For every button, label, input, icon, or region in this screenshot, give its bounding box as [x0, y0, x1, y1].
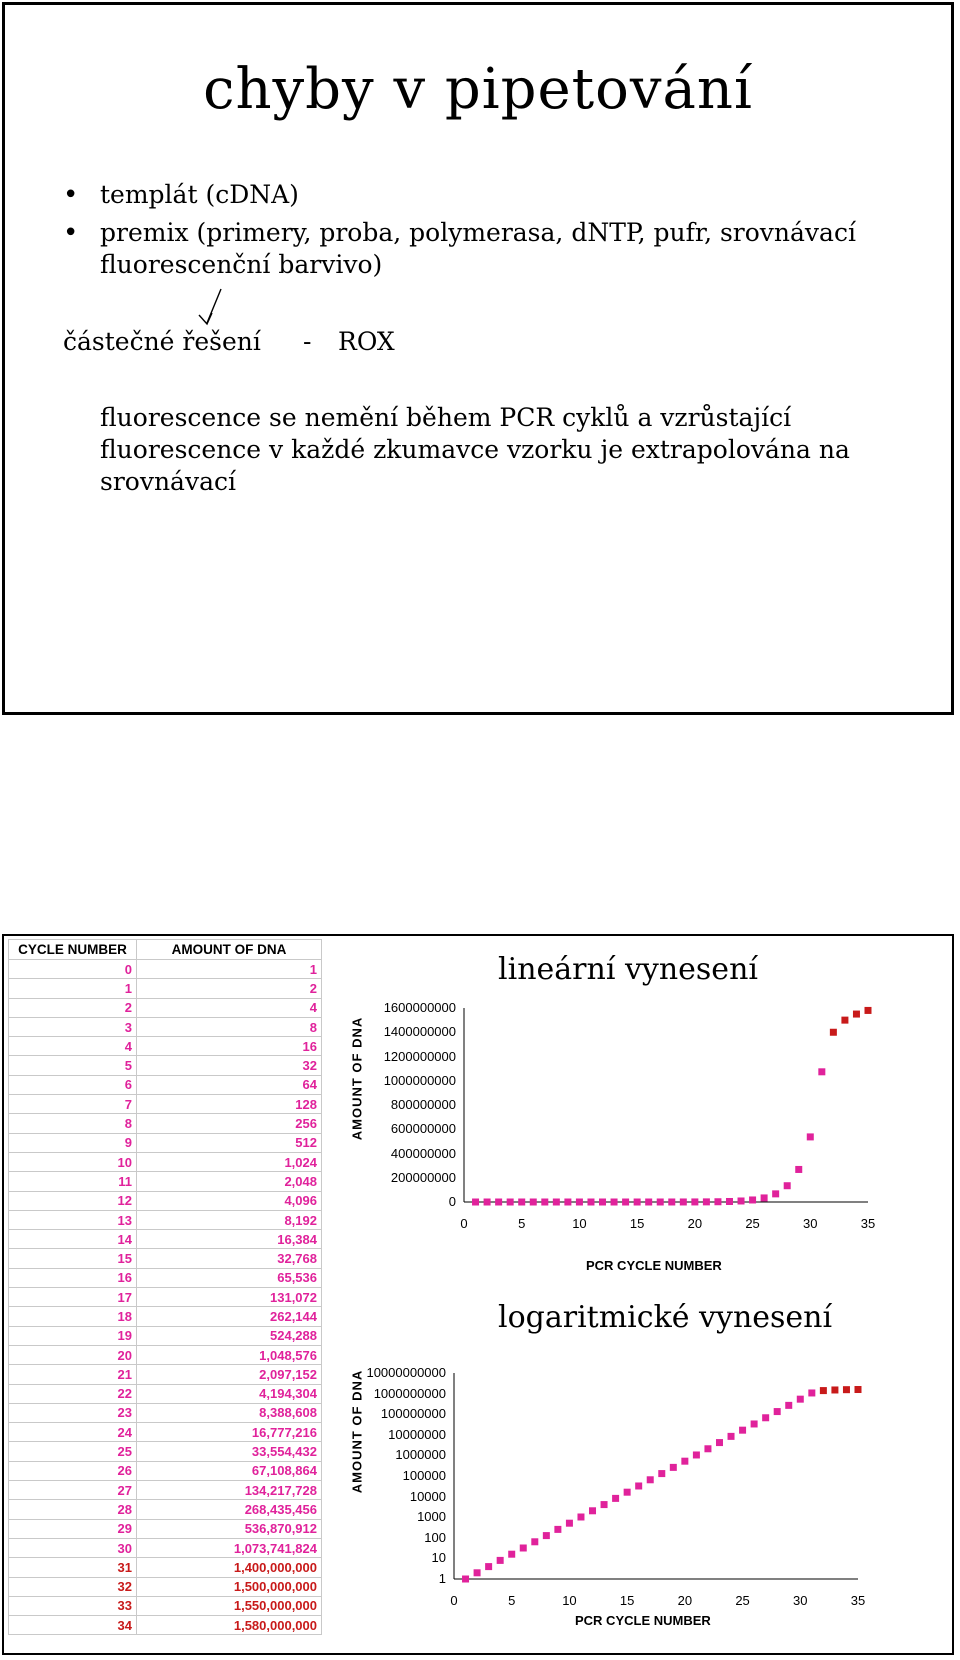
dna-amount-cell: 131,072	[137, 1288, 322, 1307]
data-point	[855, 1386, 862, 1393]
cycle-number-cell: 26	[9, 1461, 137, 1480]
y-tick-label-log: 10000	[409, 1488, 446, 1504]
cycle-number-cell: 22	[9, 1384, 137, 1403]
data-point	[726, 1198, 733, 1205]
data-point	[622, 1198, 629, 1205]
cycle-number-cell: 29	[9, 1519, 137, 1538]
chart-title-log: logaritmické vynesení	[498, 1300, 833, 1335]
data-point	[508, 1551, 515, 1558]
data-point	[658, 1470, 665, 1477]
data-point	[728, 1433, 735, 1440]
rox-explanation: fluorescence se nemění během PCR cyklů a vzrůstající fluorescence v každé zkumavce vzorku je extrapolována na srovnávací	[100, 403, 850, 496]
data-point	[647, 1476, 654, 1483]
y-tick-label-log: 10000000000	[366, 1365, 446, 1380]
data-point	[566, 1520, 573, 1527]
dna-amount-cell: 1,500,000,000	[137, 1577, 322, 1596]
cycle-number-cell: 34	[9, 1616, 137, 1635]
data-point	[762, 1414, 769, 1421]
data-point	[749, 1196, 756, 1203]
data-point	[865, 1007, 872, 1014]
dna-amount-cell: 64	[137, 1075, 322, 1094]
cycle-number-cell: 25	[9, 1442, 137, 1461]
table-row	[9, 1152, 322, 1171]
y-tick-label-log: 1000	[417, 1509, 446, 1525]
cycle-number-cell: 10	[9, 1152, 137, 1171]
data-point	[820, 1387, 827, 1394]
dna-amount-cell: 8,388,608	[137, 1403, 322, 1422]
data-point	[818, 1068, 825, 1075]
partial-solution-label: částečné řešení	[63, 327, 261, 356]
data-point	[530, 1199, 537, 1206]
slide-1	[2, 2, 954, 715]
data-point	[599, 1198, 606, 1205]
cycle-number-cell: 17	[9, 1288, 137, 1307]
cycle-number-cell: 5	[9, 1056, 137, 1075]
data-point	[830, 1029, 837, 1036]
cycle-number-cell: 21	[9, 1365, 137, 1384]
y-tick-label-log: 10	[431, 1550, 446, 1566]
cycle-number-cell: 9	[9, 1133, 137, 1152]
cycle-number-cell: 30	[9, 1538, 137, 1557]
header-amount-of-dna: AMOUNT OF DNA	[137, 940, 322, 960]
dna-amount-cell: 1,400,000,000	[137, 1558, 322, 1577]
data-point	[497, 1557, 504, 1564]
y-tick-label-log: 10000000	[388, 1426, 446, 1442]
y-axis-label-log: AMOUNT OF DNA	[349, 1369, 365, 1494]
cycle-number-cell: 20	[9, 1345, 137, 1364]
dna-amount-cell: 262,144	[137, 1307, 322, 1326]
y-tick-label-linear: 600000000	[390, 1121, 456, 1137]
dna-amount-cell: 134,217,728	[137, 1481, 322, 1500]
dna-amount-cell: 2,097,152	[137, 1365, 322, 1384]
data-point	[703, 1198, 710, 1205]
data-point	[739, 1427, 746, 1434]
data-point	[738, 1197, 745, 1204]
table-row	[9, 1596, 322, 1615]
dna-amount-cell: 524,288	[137, 1326, 322, 1345]
dna-amount-cell: 2,048	[137, 1172, 322, 1191]
dna-amount-cell: 1,073,741,824	[137, 1538, 322, 1557]
data-point	[484, 1199, 491, 1206]
cycle-number-cell: 18	[9, 1307, 137, 1326]
data-point	[797, 1396, 804, 1403]
x-tick-label-log: 25	[735, 1593, 750, 1608]
y-tick-label-linear: 1400000000	[383, 1024, 456, 1040]
table-header-row	[9, 940, 322, 960]
x-tick-label-linear: 10	[572, 1216, 587, 1231]
y-tick-label-linear: 800000000	[390, 1097, 456, 1112]
data-point	[808, 1389, 815, 1396]
dna-amount-cell: 4,096	[137, 1191, 322, 1210]
data-point	[831, 1386, 838, 1393]
table-row	[9, 1461, 322, 1480]
cycle-number-cell: 28	[9, 1500, 137, 1519]
data-point	[564, 1199, 571, 1206]
dna-amount-cell: 16	[137, 1037, 322, 1056]
partial-solution-line	[63, 327, 395, 356]
data-point	[507, 1199, 514, 1206]
table-row	[9, 1345, 322, 1364]
data-point	[807, 1133, 814, 1140]
data-point	[795, 1166, 802, 1173]
cycle-number-cell: 27	[9, 1481, 137, 1500]
data-point	[541, 1199, 548, 1206]
dna-amount-cell: 2	[137, 979, 322, 998]
y-tick-label-linear: 400000000	[390, 1145, 456, 1161]
cycle-number-cell: 2	[9, 998, 137, 1017]
dna-amount-cell: 16,384	[137, 1230, 322, 1249]
data-point	[635, 1482, 642, 1489]
table-row	[9, 1326, 322, 1345]
bullet-icon: •	[63, 180, 79, 210]
data-point	[680, 1198, 687, 1205]
y-tick-label-log: 1000000	[395, 1447, 446, 1463]
cycle-number-cell: 31	[9, 1558, 137, 1577]
data-point	[784, 1182, 791, 1189]
table-row	[9, 1230, 322, 1249]
table-row	[9, 1538, 322, 1557]
data-point	[612, 1495, 619, 1502]
cycle-number-cell: 3	[9, 1017, 137, 1036]
data-point	[772, 1190, 779, 1197]
dna-amount-cell: 32	[137, 1056, 322, 1075]
data-point	[785, 1402, 792, 1409]
table-row	[9, 1133, 322, 1152]
table-row	[9, 1577, 322, 1596]
cycle-number-cell: 32	[9, 1577, 137, 1596]
table-row	[9, 1442, 322, 1461]
table-row	[9, 1075, 322, 1094]
cycle-number-cell: 1	[9, 979, 137, 998]
cycle-number-cell: 8	[9, 1114, 137, 1133]
data-point	[853, 1011, 860, 1018]
y-tick-label-log: 1000000000	[373, 1385, 446, 1401]
dna-amount-cell: 32,768	[137, 1249, 322, 1268]
table-row	[9, 1017, 322, 1036]
data-point	[485, 1563, 492, 1570]
header-cycle-number: CYCLE NUMBER	[9, 940, 137, 960]
data-point	[645, 1198, 652, 1205]
data-point	[624, 1489, 631, 1496]
rox-label: ROX	[338, 327, 395, 356]
cycle-number-cell: 0	[9, 960, 137, 979]
table-row	[9, 1095, 322, 1114]
dna-amount-cell: 67,108,864	[137, 1461, 322, 1480]
x-tick-label-linear: 25	[745, 1216, 760, 1231]
table-row	[9, 1423, 322, 1442]
cycle-number-cell: 16	[9, 1268, 137, 1287]
table-row	[9, 1172, 322, 1191]
data-point	[520, 1544, 527, 1551]
x-tick-label-linear: 30	[803, 1216, 818, 1231]
x-tick-label-log: 20	[677, 1593, 693, 1608]
table-row	[9, 1307, 322, 1326]
x-tick-label-linear: 5	[518, 1216, 526, 1231]
table-row	[9, 1481, 322, 1500]
y-tick-label-linear: 200000000	[390, 1169, 456, 1185]
data-point	[634, 1198, 641, 1205]
y-tick-label-linear: 1200000000	[383, 1048, 456, 1064]
table-row	[9, 960, 322, 979]
data-point	[774, 1408, 781, 1415]
data-point	[531, 1538, 538, 1545]
bullet-text: premix (primery, proba, polymerasa, dNTP, pufr, srovnávací fluorescenční barvivo)	[100, 218, 856, 279]
cycle-number-cell: 33	[9, 1596, 137, 1615]
dna-amount-cell: 256	[137, 1114, 322, 1133]
table-row	[9, 1056, 322, 1075]
x-tick-label-linear: 20	[687, 1216, 703, 1231]
dna-amount-cell: 512	[137, 1133, 322, 1152]
dna-amount-cell: 1,550,000,000	[137, 1596, 322, 1615]
table-row	[9, 998, 322, 1017]
dna-amount-cell: 8,192	[137, 1210, 322, 1229]
x-tick-label-log: 35	[850, 1593, 866, 1608]
x-axis-label-log: PCR CYCLE NUMBER	[575, 1613, 711, 1628]
cycle-number-cell: 11	[9, 1172, 137, 1191]
table-row	[9, 1288, 322, 1307]
dna-amount-cell: 65,536	[137, 1268, 322, 1287]
data-point	[691, 1198, 698, 1205]
cycle-number-cell: 24	[9, 1423, 137, 1442]
data-point	[577, 1513, 584, 1520]
dna-amount-cell: 8	[137, 1017, 322, 1036]
dna-amount-cell: 1	[137, 960, 322, 979]
dna-amount-cell: 1,580,000,000	[137, 1616, 322, 1635]
data-point	[670, 1464, 677, 1471]
table-row	[9, 1037, 322, 1056]
dna-amount-cell: 536,870,912	[137, 1519, 322, 1538]
cycle-number-cell: 13	[9, 1210, 137, 1229]
cycle-number-cell: 6	[9, 1075, 137, 1094]
data-point	[543, 1532, 550, 1539]
data-point	[761, 1194, 768, 1201]
x-tick-label-linear: 35	[860, 1216, 876, 1231]
cycle-number-cell: 15	[9, 1249, 137, 1268]
y-axis-label-linear: AMOUNT OF DNA	[349, 1016, 365, 1141]
dna-amount-cell: 33,554,432	[137, 1442, 322, 1461]
data-point	[843, 1386, 850, 1393]
x-tick-label-linear: 0	[460, 1216, 468, 1231]
dna-amount-cell: 4,194,304	[137, 1384, 322, 1403]
y-tick-label-log: 100000	[402, 1468, 446, 1483]
data-point	[589, 1507, 596, 1514]
x-tick-label-linear: 15	[629, 1216, 645, 1231]
slide-title: chyby v pipetování	[203, 57, 753, 122]
table-row	[9, 1558, 322, 1577]
data-point	[518, 1199, 525, 1206]
bullet-icon: •	[63, 218, 79, 248]
y-tick-label-log: 100000000	[380, 1406, 446, 1422]
table-row	[9, 1210, 322, 1229]
dna-amount-cell: 4	[137, 998, 322, 1017]
x-tick-label-log: 30	[793, 1593, 808, 1608]
data-point	[587, 1198, 594, 1205]
chart-title-linear: lineární vynesení	[498, 952, 758, 987]
data-point	[657, 1198, 664, 1205]
table-row	[9, 1365, 322, 1384]
data-point	[554, 1526, 561, 1533]
data-point	[474, 1569, 481, 1576]
table-row	[9, 1268, 322, 1287]
y-tick-label-linear: 0	[448, 1194, 456, 1209]
data-point	[553, 1199, 560, 1206]
table-row	[9, 1403, 322, 1422]
data-point	[462, 1576, 469, 1583]
dna-amount-cell: 1,048,576	[137, 1345, 322, 1364]
table-row	[9, 1191, 322, 1210]
table-row	[9, 1249, 322, 1268]
data-point	[841, 1017, 848, 1024]
y-tick-label-log: 1	[438, 1571, 446, 1586]
data-point	[576, 1199, 583, 1206]
data-point	[751, 1420, 758, 1427]
plot-area-linear	[464, 1008, 888, 1222]
cycle-number-cell: 19	[9, 1326, 137, 1345]
cycle-number-cell: 23	[9, 1403, 137, 1422]
arrow-icon	[195, 287, 235, 329]
dna-amount-cell: 1,024	[137, 1152, 322, 1171]
y-tick-label-linear: 1600000000	[383, 1000, 456, 1015]
table-row	[9, 1384, 322, 1403]
bullet-text: templát (cDNA)	[100, 180, 299, 209]
dna-amount-cell: 128	[137, 1095, 322, 1114]
data-point	[714, 1198, 721, 1205]
data-point	[704, 1445, 711, 1452]
table-row	[9, 1500, 322, 1519]
data-point	[601, 1501, 608, 1508]
table-row	[9, 979, 322, 998]
x-tick-label-log: 10	[562, 1593, 577, 1608]
dna-amount-cell: 16,777,216	[137, 1423, 322, 1442]
cycle-number-cell: 7	[9, 1095, 137, 1114]
cycle-number-cell: 12	[9, 1191, 137, 1210]
data-point	[495, 1199, 502, 1206]
slide-2	[2, 934, 954, 1655]
x-axis-label-linear: PCR CYCLE NUMBER	[586, 1258, 722, 1273]
cycle-number-cell: 14	[9, 1230, 137, 1249]
x-tick-label-log: 15	[619, 1593, 635, 1608]
cycle-number-cell: 4	[9, 1037, 137, 1056]
dash-separator: -	[303, 327, 312, 356]
table-row	[9, 1519, 322, 1538]
table-row	[9, 1114, 322, 1133]
dna-amount-cell: 268,435,456	[137, 1500, 322, 1519]
plot-area-log	[454, 1373, 878, 1599]
table-row	[9, 1616, 322, 1635]
x-tick-label-log: 5	[508, 1593, 516, 1608]
data-point	[681, 1458, 688, 1465]
data-point	[668, 1198, 675, 1205]
data-point	[693, 1451, 700, 1458]
y-tick-label-linear: 1000000000	[383, 1072, 456, 1088]
data-point	[472, 1199, 479, 1206]
data-point	[716, 1439, 723, 1446]
x-tick-label-log: 0	[450, 1593, 458, 1608]
data-point	[611, 1198, 618, 1205]
y-tick-label-log: 100	[424, 1529, 446, 1545]
dna-amount-table	[8, 939, 322, 1635]
